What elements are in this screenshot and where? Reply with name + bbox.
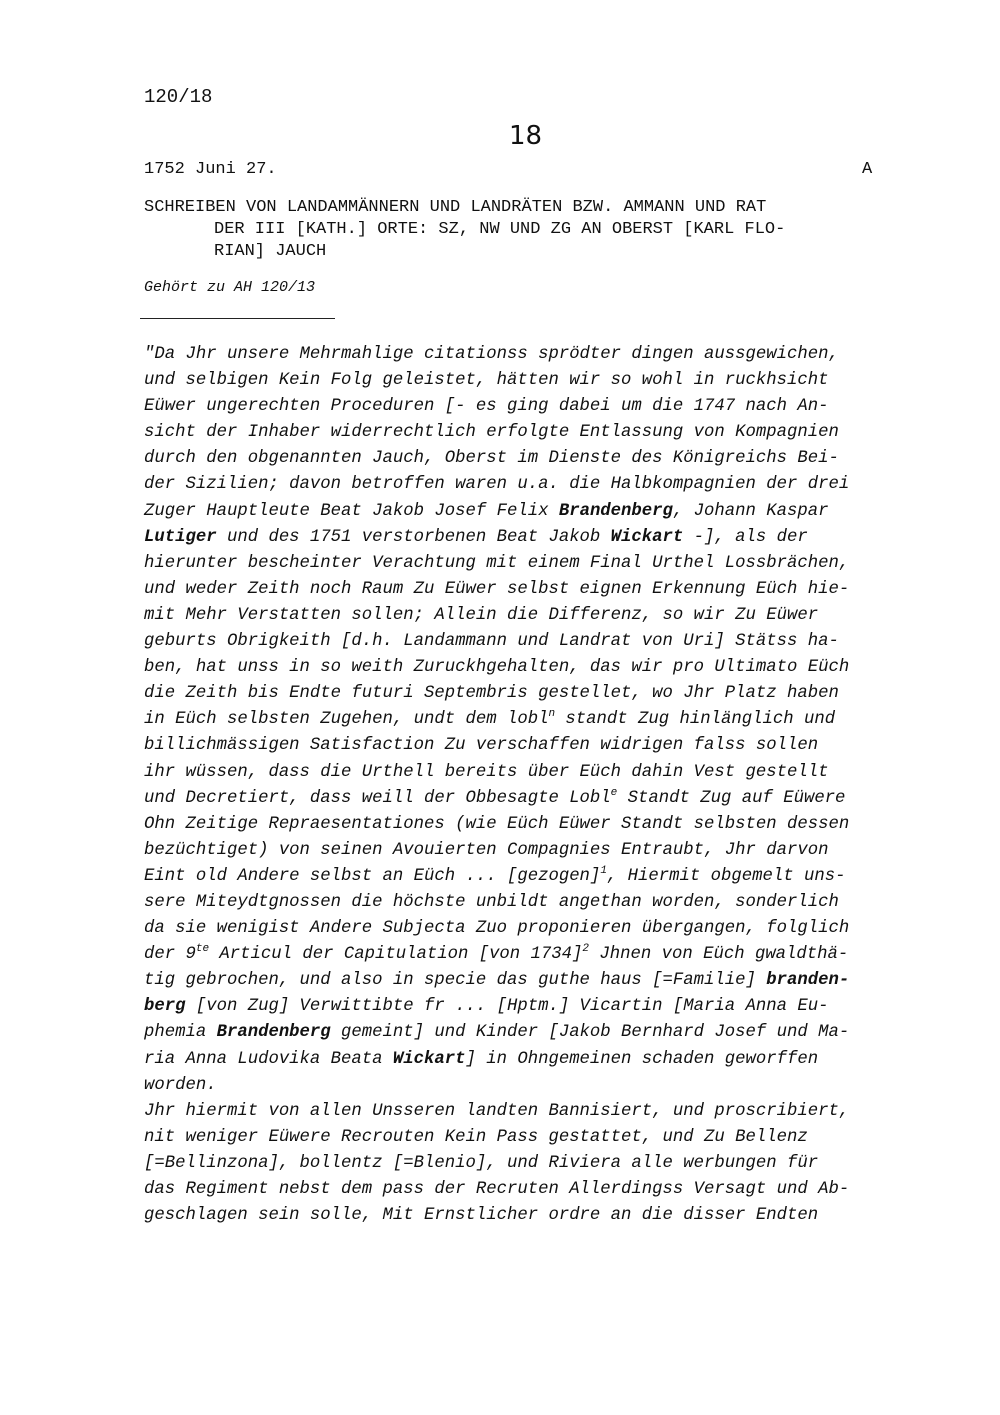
text-line: das Regiment nebst dem pass der Recruten Allerdingss Versagt und Ab- (144, 1180, 850, 1199)
document-reference: 120/18 (144, 86, 213, 108)
body-text (144, 342, 849, 1229)
text-run: und Decretiert, dass weill der Obbesagte Lobl (144, 788, 611, 808)
bold-name: Lutiger (144, 527, 217, 547)
text-run: Jhnen von Eüch gwaldthä- (589, 945, 849, 965)
text-line: die Zeith bis Endte futuri Septembris gestellet, wo Jhr Platz haben (144, 684, 839, 704)
text-run: und des 1751 verstorbenen Beat Jakob (216, 527, 611, 547)
text-line (144, 707, 849, 733)
text-line: Ohn Zeitige Repraesentationes (wie Eüch Eüwer Standt selbsten dessen (144, 814, 850, 834)
text-line (144, 942, 849, 968)
text-run: Zuger Hauptleute Beat Jakob Josef Felix (144, 501, 559, 521)
text-line: Jhr hiermit von allen Unsseren landten Bannisiert, und proscribiert, (144, 1101, 850, 1121)
text-run: Standt Zug auf Eüwere (617, 788, 846, 808)
text-line (144, 864, 849, 890)
title-line-1: SCHREIBEN VON LANDAMMÄNNERN UND LANDRÄTEN BZW. AMMANN UND RAT (144, 198, 767, 217)
text-run: gemeint] und Kinder [Jakob Bernhard Josef und Ma- (330, 1023, 850, 1043)
title-line-3: RIAN] JAUCH (214, 242, 327, 261)
superscript: te (195, 943, 210, 956)
text-line: sere Miteydtgnossen die höchste unbildt angethan worden, sonderlich (144, 892, 839, 912)
reference-note: Gehört zu AH 120/13 (144, 279, 316, 296)
text-run: der 9 (144, 945, 196, 965)
text-line: ihr wüssen, dass die Urthell bereits über Eüch dahin Vest gestellt (144, 762, 829, 782)
text-line (144, 1020, 849, 1046)
text-run: , Johann Kaspar (672, 501, 829, 521)
bold-name: berg (144, 997, 186, 1017)
text-line (144, 525, 849, 551)
bold-name: Brandenberg (216, 1023, 331, 1043)
text-line: sicht der Inhaber widerrechtlich erfolgte Entlassung von Kompagnien (144, 423, 839, 443)
text-line: bezüchtiget) von seinen Avouierten Compagnies Entraubt, Jhr darvon (144, 840, 829, 860)
text-run: standt Zug hinlänglich und (555, 710, 836, 730)
footnote-ref: 2 (582, 943, 590, 956)
text-run: ] in Ohngemeinen schaden geworffen (465, 1049, 819, 1069)
text-line: durch den obgenannten Jauch, Oberst im Dienste des Königreichs Bei- (144, 449, 839, 469)
text-line: nit weniger Eüwere Recrouten Kein Pass gestattet, und Zu Bellenz (144, 1127, 808, 1147)
document-number: 18 (509, 121, 543, 151)
text-line (144, 499, 849, 525)
text-line: worden. (144, 1075, 217, 1095)
text-line: ben, hat unss in so weith Zuruckhgehalten, das wir pro Ultimato Eüch (144, 658, 850, 678)
bold-name: branden- (766, 971, 850, 991)
text-line: geschlagen sein solle, Mit Ernstlicher ordre an die disser Endten (144, 1206, 819, 1226)
text-line (144, 968, 849, 994)
text-run: , Hiermit obgemelt uns- (606, 866, 846, 886)
text-run: in Eüch selbsten Zugehen, undt dem lobl (144, 710, 549, 730)
text-run: ria Anna Ludovika Beata (144, 1049, 393, 1069)
text-line: billichmässigen Satisfaction Zu verschaffen widrigen falss sollen (144, 736, 819, 756)
text-line: mit Mehr Verstatten sollen; Allein die Differenz, so wir Zu Eüwer (144, 605, 819, 625)
text-line: und weder Zeith noch Raum Zu Eüwer selbst eignen Erkennung Eüch hie- (144, 579, 850, 599)
document-date: 1752 Juni 27. (144, 160, 277, 179)
text-line: "Da Jhr unsere Mehrmahlige citationss sprödter dingen aussgewichen, (144, 345, 839, 364)
superscript: n (548, 708, 556, 721)
footnote-ref: 1 (600, 864, 607, 877)
document-letter: A (862, 160, 873, 179)
text-line: Eüwer ungerechten Proceduren [- es ging dabei um die 1747 nach An- (144, 397, 829, 417)
text-line: hierunter bescheinter Verachtung mit einem Final Urthel Lossbrächen, (144, 553, 850, 573)
text-line (144, 994, 849, 1020)
text-line: geburts Obrigkeith [d.h. Landammann und Landrat von Uri] Stätss ha- (144, 632, 839, 652)
text-run: Articul der Capitulation [von 1734] (209, 945, 583, 965)
bold-name: Wickart (610, 527, 684, 547)
text-line: und selbigen Kein Folg geleistet, hätten wir so wohl in ruckhsicht (144, 371, 829, 391)
bold-name: Wickart (392, 1049, 466, 1069)
text-run: Eint old Andere selbst an Eüch ... [gezogen] (144, 866, 601, 886)
text-run: [von Zug] Verwittibte fr ... [Hptm.] Vicartin [Maria Anna Eu- (185, 997, 829, 1017)
text-line (144, 786, 849, 812)
text-run: phemia (144, 1023, 217, 1043)
text-line: da sie wenigist Andere Subjecta Zuo proponieren übergangen, folglich (144, 919, 850, 939)
text-run: tig gebrochen, und also in specie das guthe haus [=Familie] (144, 971, 767, 991)
text-line: [=Bellinzona], bollentz [=Blenio], und Riviera alle werbungen für (144, 1153, 819, 1173)
text-run: -], als der (683, 527, 808, 547)
text-line: der Sizilien; davon betroffen waren u.a. die Halbkompagnien der drei (144, 475, 850, 495)
bold-name: Brandenberg (558, 501, 673, 521)
text-line (144, 1047, 849, 1073)
separator-rule (140, 318, 335, 319)
superscript: e (610, 786, 618, 799)
title-line-2: DER III [KATH.] ORTE: SZ, NW UND ZG AN OBERST [KARL FLO- (214, 220, 786, 239)
